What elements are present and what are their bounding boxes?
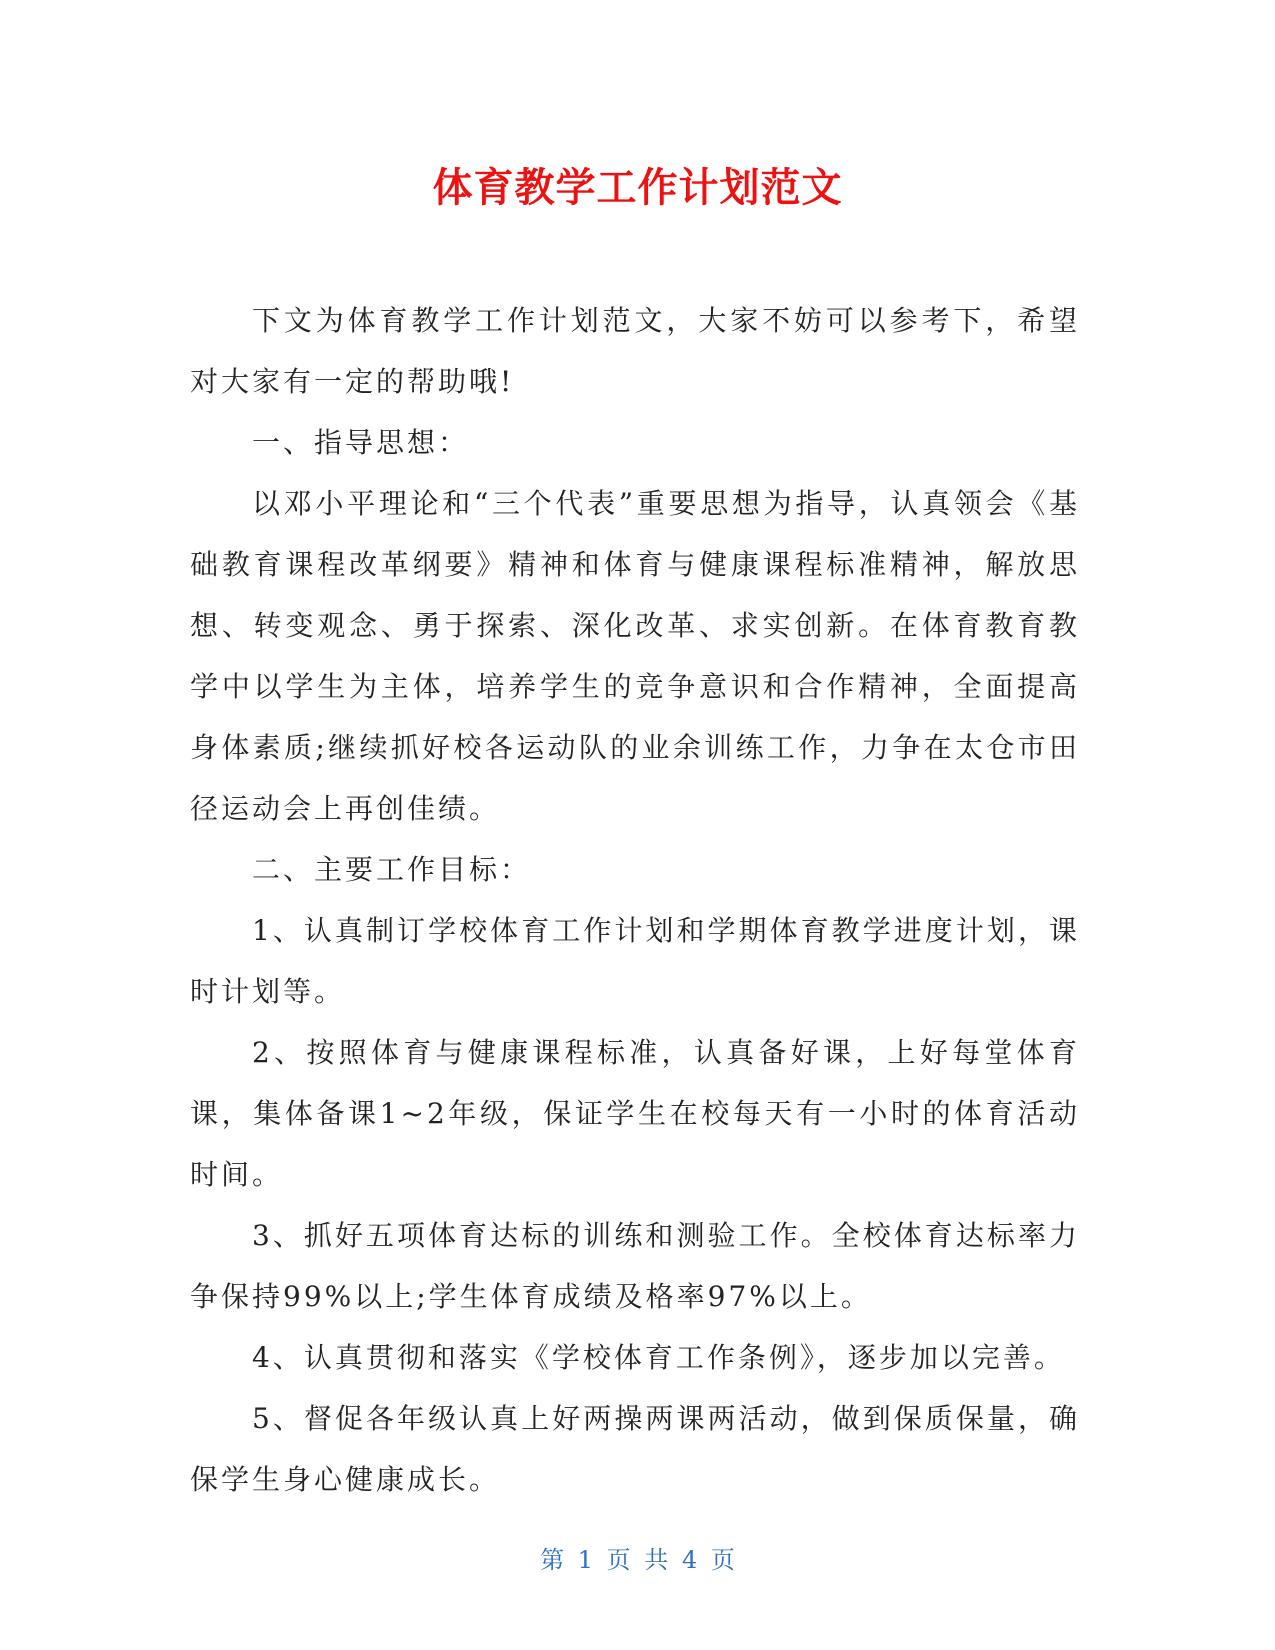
section-heading-main-goals: 二、主要工作目标： [252, 853, 532, 886]
document-body [190, 290, 1080, 1510]
goal-item-3: 3、抓好五项体育达标的训练和测验工作。全校体育达标率力争保持99%以上;学生体育成绩及格率97%以上。 [190, 1219, 1080, 1313]
goal-item-5: 5、督促各年级认真上好两操两课两活动，做到保质保量，确保学生身心健康成长。 [190, 1402, 1080, 1496]
guiding-ideology-paragraph: 以邓小平理论和“三个代表”重要思想为指导，认真领会《基础教育课程改革纲要》精神和体育与健康课程标准精神，解放思想、转变观念、勇于探索、深化改革、求实创新。在体育教育教学中以学生为主体，培养学生的竞争意识和合作精神，全面提高身体素质;继续抓好校各运动队的业余训练工作，力争在太仓市田径运动会上再创佳绩。 [190, 487, 1080, 825]
page-number-footer: 第 1 页 共 4 页 [540, 1546, 735, 1574]
document-title: 体育教学工作计划范文 [432, 165, 843, 211]
section-heading-guiding-ideology: 一、指导思想： [252, 426, 470, 459]
goal-item-1: 1、认真制订学校体育工作计划和学期体育教学进度计划，课时计划等。 [190, 914, 1080, 1008]
goal-item-2: 2、按照体育与健康课程标准，认真备好课，上好每堂体育课，集体备课1~2年级，保证学生在校每天有一小时的体育活动时间。 [190, 1036, 1080, 1191]
goal-item-4: 4、认真贯彻和落实《学校体育工作条例》，逐步加以完善。 [252, 1341, 1065, 1374]
intro-paragraph: 下文为体育教学工作计划范文，大家不妨可以参考下，希望对大家有一定的帮助哦! [190, 304, 1080, 398]
